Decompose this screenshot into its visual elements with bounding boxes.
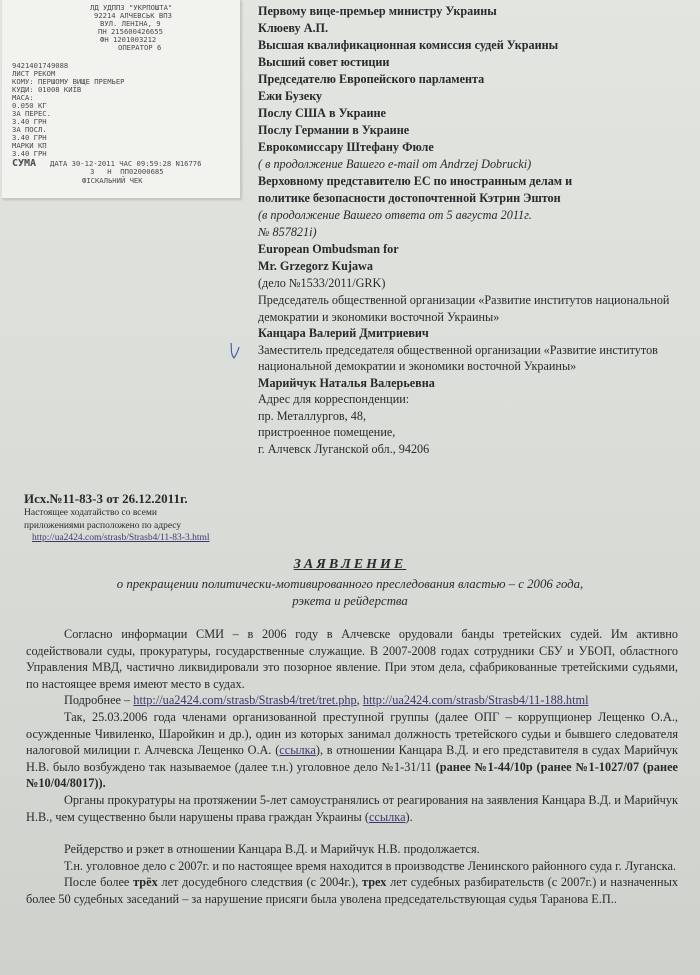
- pen-mark-icon: [228, 341, 242, 361]
- paragraph-1: Согласно информации СМИ – в 2006 году в Алчевске орудовали банды третейских судей. Им активно содействовали суды, прокуратуры, государственные служащие. В 2007-2008 годах сотрудники СБУ и УБОП, областного Управления МВД, частично ликвидировали это позорное явление. При этом дела, сфабрикованные третейскими судьями, по настоящее время имеют место в судах.: [26, 627, 678, 691]
- paragraph-4: [26, 792, 678, 825]
- receipt-line: 3.40 ГРН: [12, 133, 47, 142]
- receipt-line: 3.40 ГРН: [12, 149, 47, 158]
- subtitle-line2: рэкета и рейдерства: [292, 594, 408, 608]
- addressee-block: [258, 3, 698, 292]
- receipt-line: КУДИ: 01008 КИЇВ: [12, 85, 82, 94]
- addressee-line: Ежи Бузеку: [258, 89, 323, 103]
- addressee-line: Mr. Grzegorz Kujawa: [258, 259, 373, 273]
- receipt-line: 92214 АЛЧЕВСЬК ВПЗ: [94, 11, 172, 20]
- receipt-line: ПН 215600426655: [98, 27, 163, 36]
- document-title: ЗАЯВЛЕНИЕ: [293, 557, 407, 572]
- chair-name: Канцара Валерий Дмитриевич: [258, 326, 429, 340]
- receipt-line: ФІСКАЛЬНИЙ ЧЕК: [82, 176, 143, 185]
- p4-text-a: Органы прокуратуры на протяжении 5-лет самоустранялись от реагирования на заявления Канцара В.Д. и Марийчук Н.В., чем существенно были нарушены права граждан Украины (: [26, 792, 678, 824]
- p7-bold-three: трёх: [133, 875, 158, 890]
- addressee-line: Высшая квалификационная комиссия судей Украины: [258, 38, 559, 52]
- addressee-line: (дело №1533/2011/GRK): [258, 276, 386, 290]
- p4-source-link[interactable]: ссылка: [368, 809, 406, 824]
- addressee-line: (в продолжение Вашего ответа от 5 августа 2011г.: [258, 208, 532, 222]
- receipt-line: ЛД УДППЗ "УКРПОШТА": [90, 3, 173, 12]
- reference-note-line2: приложениями расположено по адресу: [24, 520, 182, 531]
- receipt-line: ВУЛ. ЛЕНІНА, 9: [100, 19, 161, 28]
- p3-text-a: Так, 25.03.2006 года членами организованной преступной группы (далее ОПГ – коррупционер Лещенко О.А., осужденные Чивиленко, Шаройкин и др.), один из которых занимал должность третейского судьи и бывшего следователя налоговой милиции г. Алчевска Лещенко О.А. (: [26, 709, 678, 758]
- receipt-line: ЗА ПОСЛ.: [12, 125, 47, 134]
- p2-lead: Подробнее –: [64, 693, 131, 708]
- addressee-line: Первому вице-премьер министру Украины: [258, 4, 497, 18]
- address-city: г. Алчевск Луганской обл., 94206: [258, 441, 430, 456]
- receipt-line: 0.050 КГ: [12, 101, 47, 110]
- p7-text-c: лет досудебного следствия (с 2004г.),: [157, 875, 363, 890]
- receipt-line: 3.40 ГРН: [12, 117, 47, 126]
- receipt-line: МАСА:: [12, 93, 34, 102]
- tret-link[interactable]: http://ua2424.com/strasb/Strasb4/tret/tret.php: [133, 693, 357, 708]
- sender-block: [258, 292, 698, 457]
- receipt-line: 3 Н ПП02000685: [90, 167, 164, 176]
- outgoing-number: Исх.№11-83-3 от 26.12.2011г.: [24, 491, 188, 506]
- receipt-line: ОПЕРАТОР 6: [118, 43, 162, 52]
- address-premises: пристроенное помещение,: [258, 425, 396, 439]
- addressee-line: № 857821i): [258, 225, 317, 239]
- receipt-line: КОМУ: ПЕРШОМУ ВИЩЕ ПРЕМЬЕР: [12, 77, 125, 86]
- paragraph-5: Рейдерство и рэкет в отношении Канцара В.Д. и Марийчук Н.В. продолжается.: [64, 842, 480, 857]
- addressee-line: политике безопасности достопочтенной Кэтрин Эштон: [258, 191, 561, 205]
- receipt-line: ДАТА 30-12-2011 ЧАС 09:59:28 N16776: [50, 159, 202, 168]
- addressee-line: Председателю Европейского парламента: [258, 72, 485, 86]
- p7-bold-three-2: трех: [362, 875, 387, 890]
- chair-role: Председатель общественной организации «Развитие институтов национальной демократии и экономики восточной Украины»: [258, 293, 670, 324]
- addressee-line: Еврокомиссару Штефану Фюле: [258, 140, 434, 154]
- receipt-line: ЛИСТ РЕКОМ: [12, 69, 56, 78]
- paragraph-3: [26, 709, 678, 792]
- p3-text-b: ), в отношении Канцара В.Д. и его представителя в судах Марийчук Н.В. было возбуждено так называемое (далее т.н.) уголовное дело №1-31/11: [26, 743, 678, 774]
- address-label: Адрес для корреспонденции:: [258, 392, 410, 406]
- paragraph-gap: [26, 825, 678, 841]
- addressee-line: ( в продолжение Вашего e-mail от Andrzej Dobrucki): [258, 157, 532, 171]
- case-link[interactable]: http://ua2424.com/strasb/Strasb4/11-188.html: [362, 693, 589, 708]
- paragraph-6: Т.н. уголовное дело с 2007г. и по настоящее время находится в производстве Ленинского районного суда г. Луганска.: [64, 858, 676, 873]
- address-street: пр. Металлургов, 48,: [258, 408, 367, 423]
- receipt-line: ФН 1201003212: [100, 35, 157, 44]
- p7-text-d: лет судебных разбирательств (с 2007г.) и назначенных более 50 судебных заседаний – за нарушение присяги была уволена председательствующая судья Таранова Е.П..: [26, 875, 678, 906]
- receipt-line: СУМА: [12, 158, 37, 169]
- p4-text-b: ).: [405, 809, 413, 824]
- paragraph-2: [26, 692, 678, 709]
- addressee-line: European Ombudsman for: [258, 242, 399, 256]
- deputy-role: Заместитель председателя общественной организации «Развитие институтов национальной демократии и экономики восточной Украины»: [258, 342, 658, 373]
- reference-note-line1: Настоящее ходатайство со всеми: [24, 508, 157, 518]
- addressee-line: Клюеву А.П.: [258, 21, 329, 35]
- receipt-line: МАРКИ КП: [12, 141, 47, 150]
- subtitle-line1: о прекращении политически-мотивированного преследования властью – с 2006 года,: [116, 577, 584, 591]
- receipt-line: 9421401749088: [12, 61, 69, 70]
- p7-text-a: После более: [64, 875, 134, 890]
- p3-case-numbers: (ранее №1-44/10р (ранее №1-1027/07 (ранее №10/04/8017)).: [26, 759, 678, 791]
- paragraph-7: [26, 874, 678, 907]
- addressee-line: Верховному представителю ЕС по иностранным делам и: [258, 174, 573, 188]
- postal-receipt: [2, 0, 241, 199]
- document-body: [26, 626, 678, 908]
- outgoing-reference: [24, 491, 284, 545]
- document-subtitle: [0, 576, 700, 610]
- addressee-line: Послу Германии в Украине: [258, 123, 410, 137]
- addressee-line: Высший совет юстиции: [258, 55, 390, 69]
- receipt-line: ЗА ПЕРЕС.: [12, 109, 51, 118]
- deputy-name: Марийчук Наталья Валерьевна: [258, 375, 435, 390]
- p3-source-link[interactable]: ссылка: [279, 743, 316, 758]
- p2-separator: ,: [356, 693, 360, 708]
- addressee-line: Послу США в Украине: [258, 106, 386, 120]
- reference-url-link[interactable]: http://ua2424.com/strasb/Strasb4/11-83-3.html: [32, 533, 210, 543]
